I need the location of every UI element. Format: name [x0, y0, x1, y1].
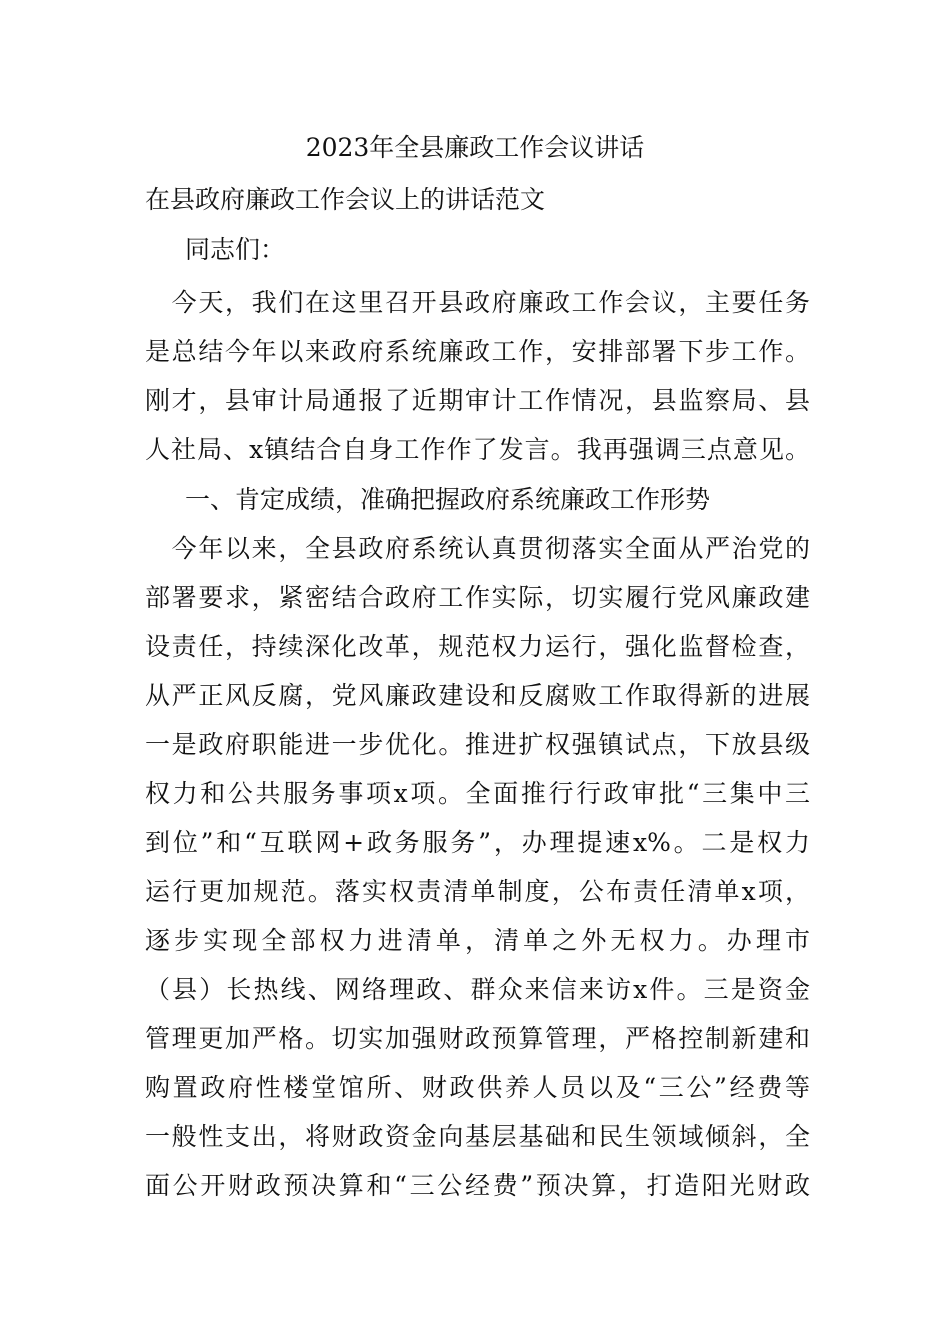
section-heading: 一、肯定成绩，准确把握政府系统廉政工作形势 — [185, 485, 711, 514]
document-subtitle: 在县政府廉政工作会议上的讲话范文 — [145, 185, 546, 214]
paragraph-achievements — [145, 524, 810, 1210]
paragraph-line: 是总结今年以来政府系统廉政工作，安排部署下步工作。 — [145, 337, 810, 366]
paragraph-line: 管理更加严格。切实加强财政预算管理，严格控制新建和 — [145, 1024, 810, 1053]
paragraph-line: 运行更加规范。落实权责清单制度，公布责任清单x项， — [145, 877, 810, 906]
salutation: 同志们： — [185, 235, 286, 264]
paragraph-line: 人社局、x镇结合自身工作作了发言。我再强调三点意见。 — [145, 435, 810, 464]
paragraph-line: 刚才，县审计局通报了近期审计工作情况，县监察局、县 — [145, 386, 810, 415]
paragraph-line: 购置政府性楼堂馆所、财政供养人员以及“三公”经费等 — [145, 1073, 810, 1102]
paragraph-line: 逐步实现全部权力进清单，清单之外无权力。办理市 — [145, 926, 810, 955]
paragraph-line: 面公开财政预决算和“三公经费”预决算，打造阳光财政 — [145, 1171, 810, 1200]
paragraph-line: 部署要求，紧密结合政府工作实际，切实履行党风廉政建 — [145, 583, 810, 612]
paragraph-line: 一是政府职能进一步优化。推进扩权强镇试点，下放县级 — [145, 730, 810, 759]
paragraph-line: 今天，我们在这里召开县政府廉政工作会议，主要任务 — [145, 288, 810, 317]
paragraph-line: 一般性支出，将财政资金向基层基础和民生领域倾斜，全 — [145, 1122, 810, 1151]
paragraph-line: 今年以来，全县政府系统认真贯彻落实全面从严治党的 — [145, 534, 810, 563]
paragraph-line: 到位”和“互联网+政务服务”，办理提速x%。二是权力 — [145, 828, 810, 857]
paragraph-line: （县）长热线、网络理政、群众来信来访x件。三是资金 — [145, 975, 810, 1004]
page-title: 2023年全县廉政工作会议讲话 — [305, 133, 645, 162]
paragraph-intro — [145, 278, 810, 474]
paragraph-line: 从严正风反腐，党风廉政建设和反腐败工作取得新的进展 — [145, 681, 810, 710]
paragraph-line: 权力和公共服务事项x项。全面推行行政审批“三集中三 — [145, 779, 810, 808]
paragraph-line: 设责任，持续深化改革，规范权力运行，强化监督检查， — [145, 632, 810, 661]
